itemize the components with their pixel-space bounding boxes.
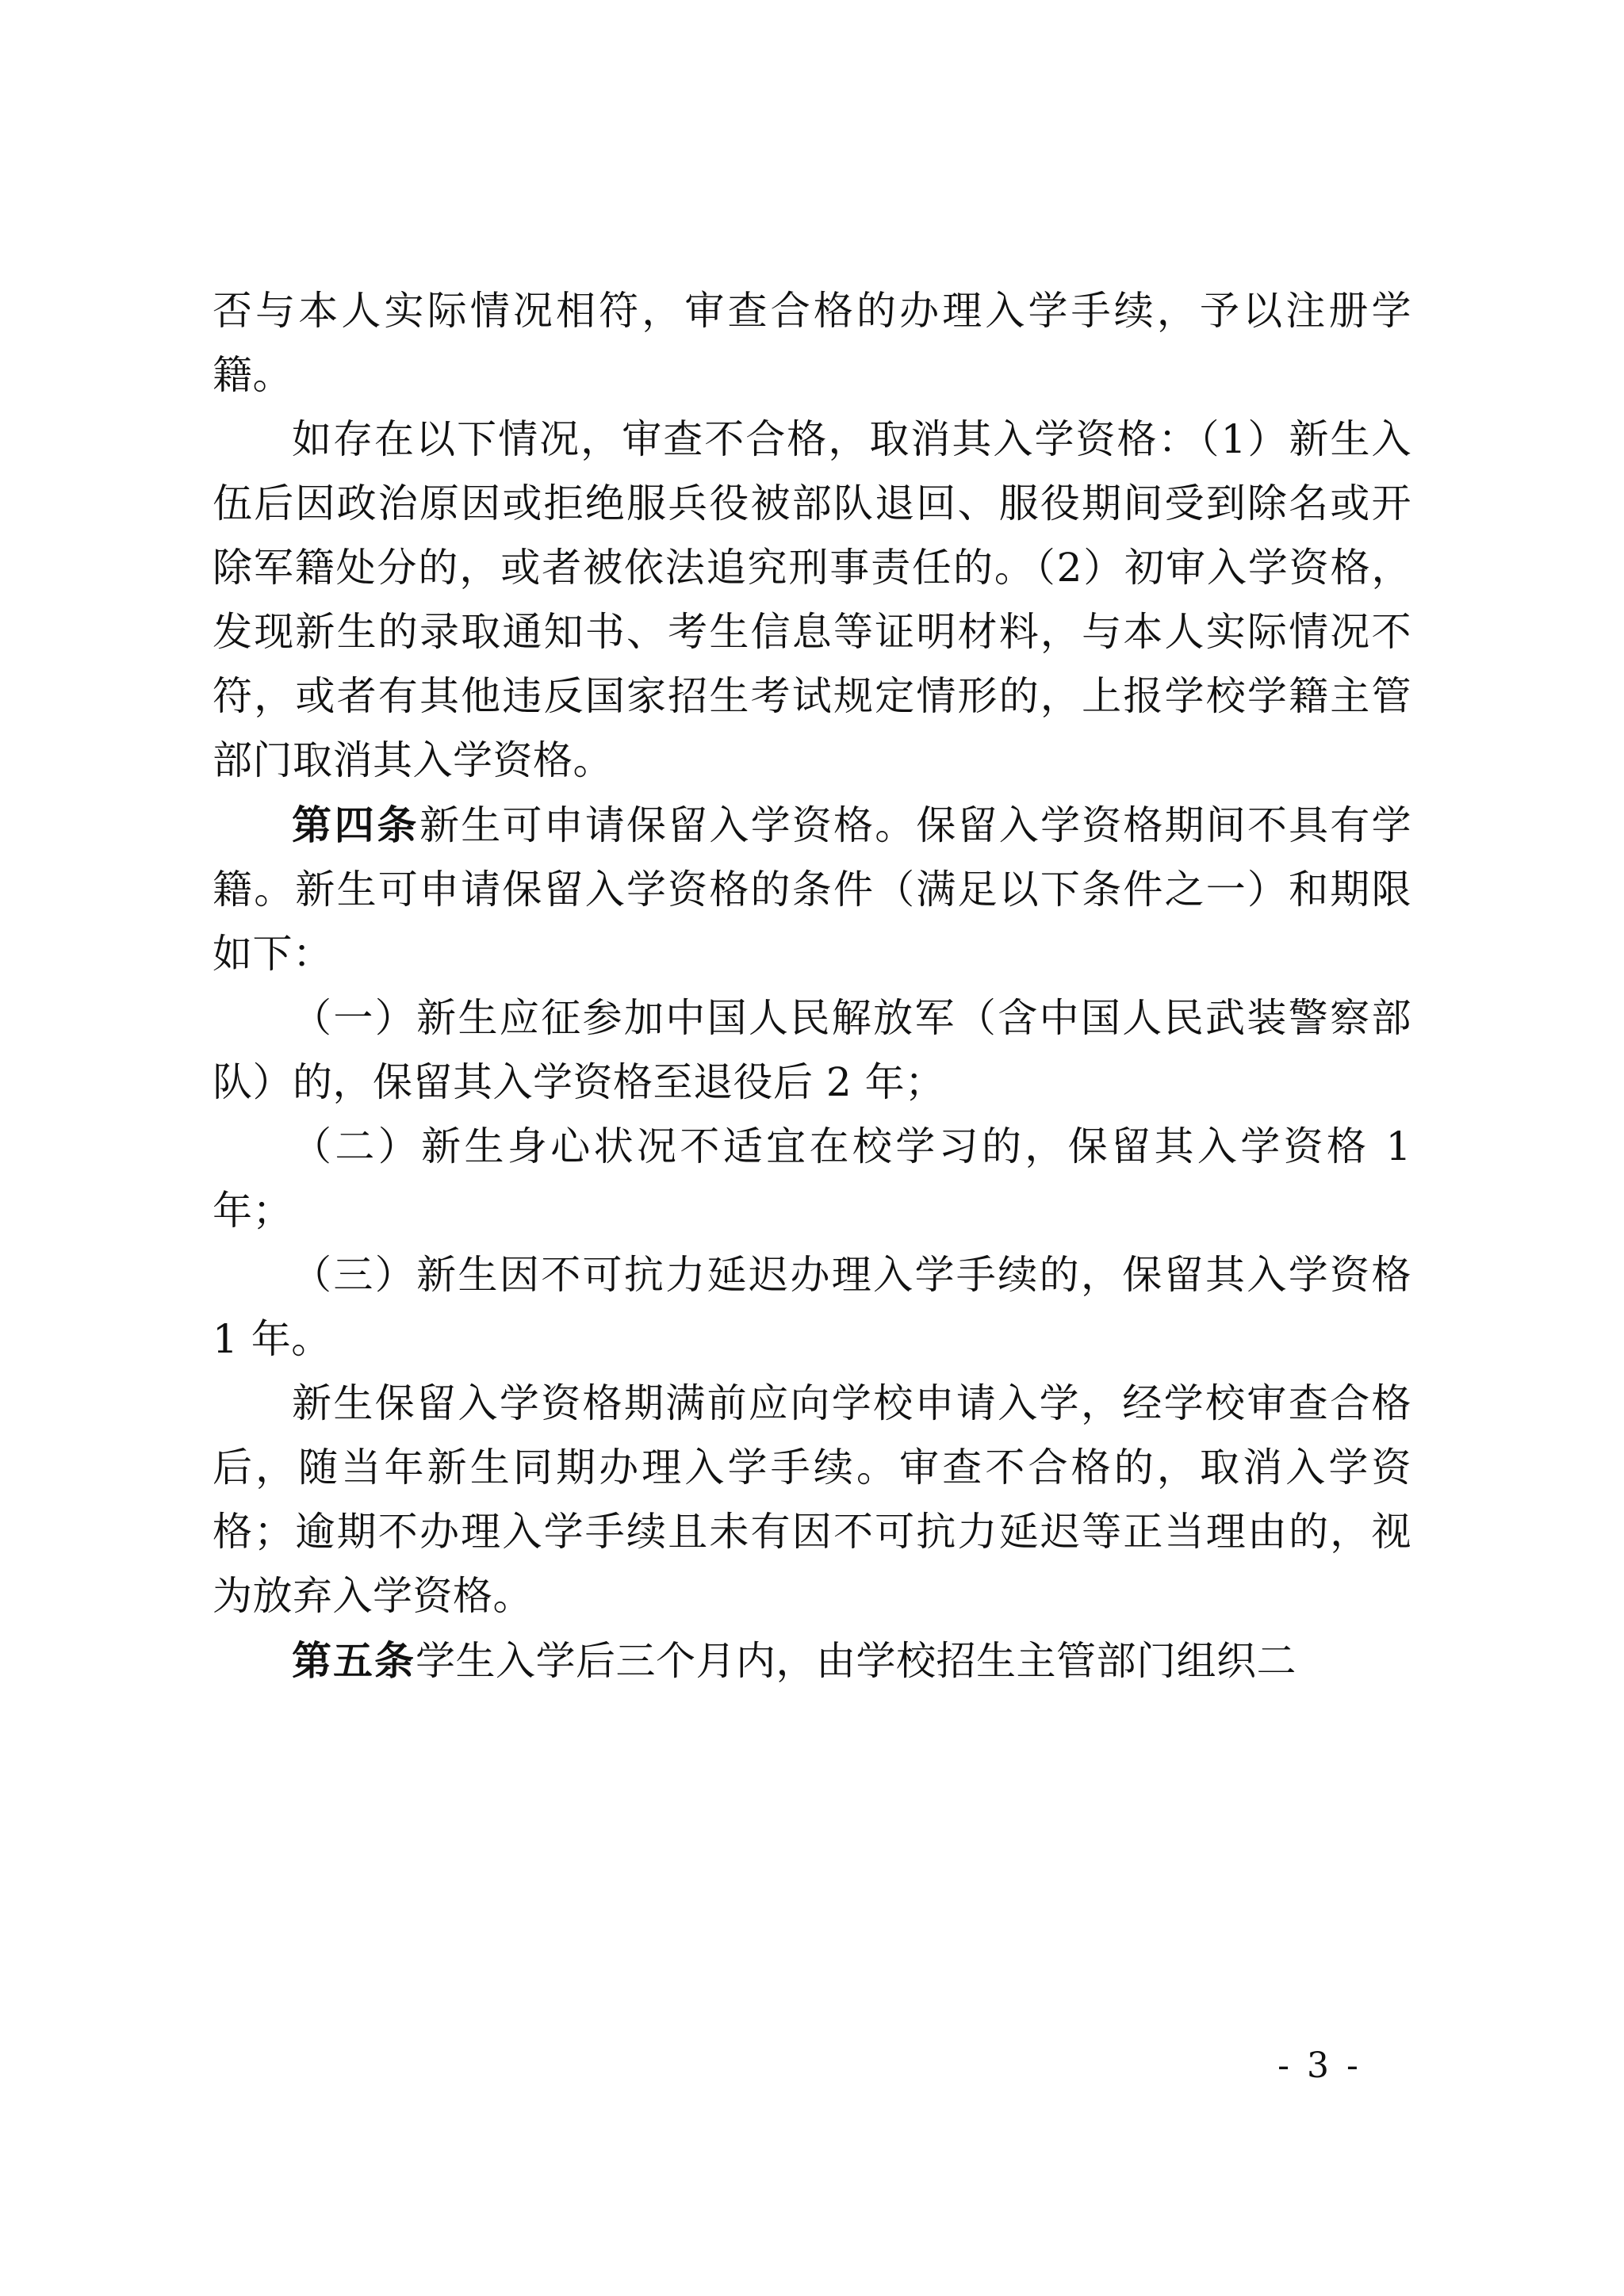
document-body bbox=[213, 279, 1411, 1693]
article-4-label: 第四条 bbox=[292, 802, 420, 848]
paragraph-3: 新生保留入学资格期满前应向学校申请入学，经学校审查合格后，随当年新生同期办理入学手续。审查不合格的，取消入学资格；逾期不办理入学手续且未有因不可抗力延迟等正当理由的，视为放弃入学资格。 bbox=[213, 1380, 1411, 1619]
paragraph-article-4 bbox=[213, 793, 1411, 986]
paragraph-item-2: （二）新生身心状况不适宜在校学习的，保留其入学资格 1 年； bbox=[213, 1123, 1411, 1234]
article-5-label: 第五条 bbox=[292, 1637, 416, 1684]
paragraph-2: 如存在以下情况，审查不合格，取消其入学资格：（1）新生入伍后因政治原因或拒绝服兵役被部队退回、服役期间受到除名或开除军籍处分的，或者被依法追究刑事责任的。（2）初审入学资格，发现新生的录取通知书、考生信息等证明材料，与本人实际情况不符，或者有其他违反国家招生考试规定情形的，上报学校学籍主管部门取消其入学资格。 bbox=[213, 416, 1411, 783]
paragraph-item-1: （一）新生应征参加中国人民解放军（含中国人民武装警察部队）的，保留其入学资格至退役后 2 年； bbox=[213, 995, 1411, 1105]
page-number: - 3 - bbox=[1277, 2045, 1362, 2086]
paragraph-item-3: （三）新生因不可抗力延迟办理入学手续的，保留其入学资格 1 年。 bbox=[213, 1252, 1411, 1362]
article-5-text: 学生入学后三个月内，由学校招生主管部门组织二 bbox=[416, 1638, 1297, 1684]
article-4-text: 新生可申请保留入学资格。保留入学资格期间不具有学籍。新生可申请保留入学资格的条件（满足以下条件之一）和期限如下： bbox=[213, 802, 1412, 977]
paragraph-1: 否与本人实际情况相符，审查合格的办理入学手续，予以注册学籍。 bbox=[213, 288, 1411, 398]
paragraph-article-5 bbox=[213, 1628, 1411, 1693]
page-footer bbox=[0, 2045, 1624, 2086]
